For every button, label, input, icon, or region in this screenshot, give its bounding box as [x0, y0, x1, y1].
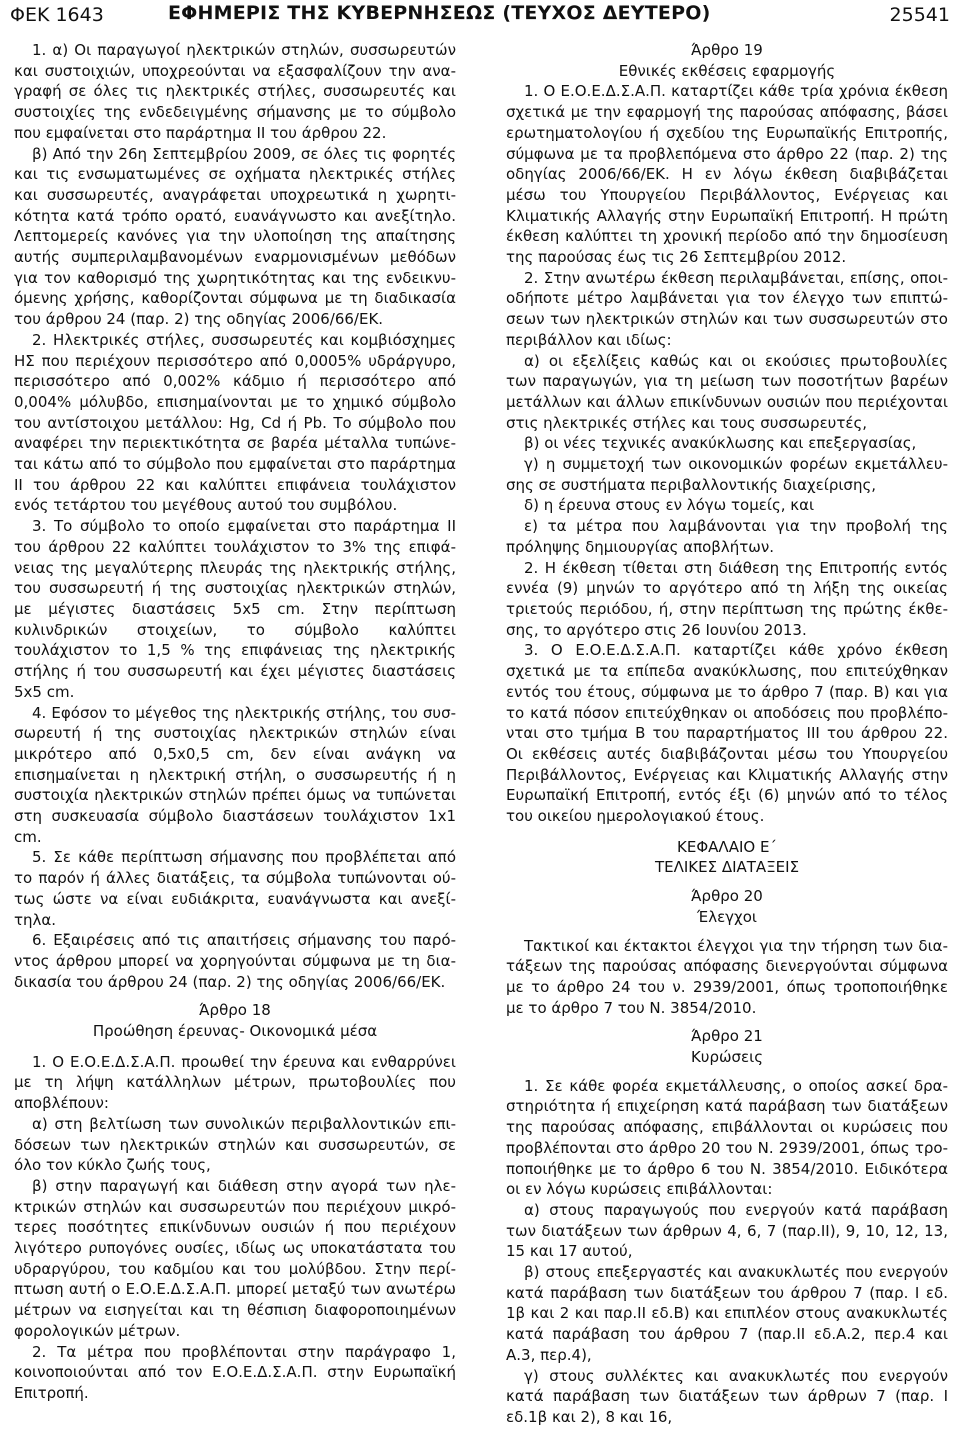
- chapter-subtitle: ΤΕΛΙΚΕΣ ΔΙΑΤΑΞΕΙΣ: [654, 858, 800, 877]
- article-18-title: Άρθρο 18: [199, 1001, 271, 1020]
- paragraph: 2. Στην ανωτέρω έκθεση περιλαμβάνεται, επίσης, οποιοδήποτε μέτρο λαμβάνεται για τον έλεγχο των επιπτώσεων των ηλεκτρικών στηλών και των συσσωρευτών στο περιβάλλον και ιδίως:: [506, 268, 948, 349]
- paragraph: 3. Το σύμβολο το οποίο εμφαίνεται στο παράρτημα ΙΙ του άρθρου 22 καλύπτει τουλάχιστον το 3% της επιφάνειας της μεγαλύτερης πλευράς της ηλεκτρικής στήλης, του συσσωρευτή ή της συστοιχίας ηλεκτρικών στηλών, με μέγιστες διαστάσεις 5x5 cm. Στην περίπτωση κυλινδρικών στοιχείων, το σύμβολο καλύπτει τουλάχιστον το 1,5 % της επιφάνειας της ηλεκτρικής στήλης ή του συσσωρευτή και έχει μέγιστες διαστάσεις 5x5 cm.: [14, 517, 456, 701]
- article-18-subtitle: Προώθηση έρευνας- Οικονομικά μέσα: [92, 1022, 378, 1041]
- paragraph: δ) η έρευνα στους εν λόγω τομείς, και: [524, 496, 815, 515]
- paragraph: β) στους επεξεργαστές και ανακυκλωτές που ενεργούν κατά παράβαση των διατάξεων του άρθρου 7 (παρ. Ι εδ. 1β και 2 και παρ.ΙΙ εδ.Β) και επιπλέον στους ανακυκλωτές κατά παράβαση του άρθρου 7 (παρ.ΙΙ εδ.Α.2, περ.4 και Α.3, περ.4),: [506, 1263, 948, 1364]
- paragraph: 1. Ο Ε.Ο.Ε.Δ.Σ.Α.Π. καταρτίζει κάθε τρία χρόνια έκθεση σχετικά με την εφαρμογή της παρούσας απόφασης, βάσει ερωτηματολογίου ή σχεδίου της Ευρωπαϊκής Επιτροπής, σύμφωνα με τα προβλεπόμενα στο άρθρο 22 (παρ. 2) της οδηγίας 2006/66/ΕΚ. Η εν λόγω έκθεση διαβιβάζεται μέσω του Υπουργείου Περιβάλλοντος, Ενέργειας και Κλιματικής Αλλαγής στην Ευρωπαϊκή Επιτροπή. Η πρώτη έκθεση καλύπτει τη χρονική περίοδο από την δημοσίευση της παρούσας έως τις 26 Σεπτεμβρίου 2012.: [506, 82, 948, 267]
- paragraph: β) Από την 26η Σεπτεμβρίου 2009, σε όλες τις φορητές και τις ενσωματωμένες σε οχήματα ηλεκτρικές στήλες και συσσωρευτές, αναγράφεται υποχρεωτικά η χωρητικότητα κατά τρόπο ορατό, ευανάγνωστο και ανεξίτηλο. Λεπτομερείς κανόνες για την υλοποίηση της απαίτησης αυτής συμπεριλαμβανομένων εναρμονισμένων μεθόδων για τον καθορισμό της χωρητικότητας και της ενδεικνυόμενης χρήσης, καθορίζονται σύμφωνα με τη διαδικασία του άρθρου 24 (παρ. 2) της οδηγίας 2006/66/ΕΚ.: [14, 144, 456, 329]
- paragraph: 4. Εφόσον το μέγεθος της ηλεκτρικής στήλης, του συσσωρευτή ή της συστοιχίας ηλεκτρικών στηλών είναι μικρότερο από 0,5x0,5 cm, δεν είναι ανάγκη να επισημαίνεται η ηλεκτρική στήλη, ο συσσωρευτής ή η συστοιχία ηλεκτρικών στηλών πρέπει όμως να τυπώνεται στη συσκευασία σύμβολο διαστάσεων τουλάχιστον 1x1 cm.: [14, 703, 456, 846]
- article-19-subtitle: Εθνικές εκθέσεις εφαρμογής: [618, 61, 836, 80]
- right-column: [506, 40, 948, 1428]
- paragraph: 2. Η έκθεση τίθεται στη διάθεση της Επιτροπής εντός εννέα (9) μηνών το αργότερο από τη λήξη της οικείας τριετούς περιόδου, ή, στην περίπτωση της πρώτης έκθεσης, το αργότερο στις 26 Ιουνίου 2013.: [506, 558, 948, 639]
- paragraph: 2. Τα μέτρα που προβλέπονται στην παράγραφο 1, κοινοποιούνται από τον Ε.Ο.Ε.Δ.Σ.Α.Π. στην Ευρωπαϊκή Επιτροπή.: [14, 1342, 456, 1402]
- paragraph: 3. Ο Ε.Ο.Ε.Δ.Σ.Α.Π. καταρτίζει κάθε χρόνο έκθεση σχετικά με τα επίπεδα ανακύκλωσης, που επιτεύχθηκαν εντός του έτους, σύμφωνα με το άρθρο 7 (παρ. Β) και για το κατά πόσον επιτεύχθηκαν οι αποδόσεις που προβλέπονται στο τμήμα Β του παραρτήματος ΙΙΙ του άρθρου 22. Οι εκθέσεις αυτές διαβιβάζονται μέσω του Υπουργείου Περιβάλλοντος, Ενέργειας και Κλιματικής Αλλαγής στην Ευρωπαϊκή Επιτροπή, εντός έξι (6) μηνών από το τέλος του οικείου ημερολογιακού έτους.: [506, 641, 948, 826]
- paragraph: 5. Σε κάθε περίπτωση σήμανσης που προβλέπεται από το παρόν ή άλλες διατάξεις, τα σύμβολα τυπώνονται ούτως ώστε να είναι ευδιάκριτα, ευανάγνωστα και ανεξίτηλα.: [14, 848, 456, 929]
- paragraph: ε) τα μέτρα που λαμβάνονται για την προβολή της πρόληψης δημιουργίας αποβλήτων.: [506, 517, 948, 556]
- left-column: [14, 40, 456, 1404]
- paragraph: 1. α) Οι παραγωγοί ηλεκτρικών στηλών, συσσωρευτών και συστοιχιών, υποχρεούνται να εξασφαλίζουν την αναγραφή σε όλες τις ηλεκτρικές στήλες, συσσωρευτές και συστοιχίες της ενδεδειγμένης σήμανσης με το σύμβολο που εμφαίνεται στο παράρτημα ΙΙ του άρθρου 22.: [14, 41, 456, 142]
- paragraph: α) στη βελτίωση των συνολικών περιβαλλοντικών επιδόσεων των ηλεκτρικών στηλών και συσσωρευτών, σε όλο τον κύκλο ζωής τους,: [14, 1114, 456, 1175]
- paragraph: 2. Ηλεκτρικές στήλες, συσσωρευτές και κομβιόσχημες ΗΣ που περιέχουν περισσότερο από 0,0005% υδράργυρο, περισσότερο από 0,002% κάδμιο ή περισσότερο από 0,004% μόλυβδο, επισημαίνονται με το χημικό σύμβολο του αντίστοιχου μετάλλου: Hg, Cd ή Pb. Το σύμβολο που αναφέρει την περιεκτικότητα σε βαρέα μέταλλα τυπώνεται κάτω από το σύμβολο που εμφαίνεται στο παράρτημα ΙΙ του άρθρου 22 και καλύπτει επιφάνεια τουλάχιστον ενός τετάρτου του μεγέθους αυτού του συμβόλου.: [14, 330, 456, 515]
- paragraph: γ) η συμμετοχή των οικονομικών φορέων εκμετάλλευσης σε συστήματα περιβαλλοντικής διαχείρισης,: [506, 455, 948, 494]
- gazette-title: ΕΦΗΜΕΡΙΣ ΤΗΣ ΚΥΒΕΡΝΗΣΕΩΣ (ΤΕΥΧΟΣ ΔΕΥΤΕΡΟ): [168, 2, 711, 24]
- article-21-title: Άρθρο 21: [691, 1027, 763, 1046]
- article-19-title: Άρθρο 19: [691, 41, 763, 59]
- paragraph: β) στην παραγωγή και διάθεση στην αγορά των ηλεκτρικών στηλών και συσσωρευτών που περιέχουν μικρότερες ποσότητες επικίνδυνων ουσιών ή που περιέχουν λιγότερο ρυπογόνες ουσίες, ιδίως ως υποκατάστατα του υδραργύρου, του καδμίου και του μολύβδου. Στην περίπτωση αυτή ο Ε.Ο.Ε.Δ.Σ.Α.Π. μπορεί μεταξύ των ανωτέρω μέτρων να εισηγείται και τη θέσπιση διαφοροποιημένων φορολογικών μέτρων.: [14, 1176, 456, 1340]
- article-20-title: Άρθρο 20: [691, 887, 763, 906]
- paragraph: Τακτικοί και έκτακτοι έλεγχοι για την τήρηση των διατάξεων της παρούσας απόφασης διενεργούνται σύμφωνα με το άρθρο 24 του ν. 2939/2001, όπως τροποποιήθηκε με το άρθρο 7 του Ν. 3854/2010.: [506, 936, 948, 1017]
- article-20-subtitle: Έλεγχοι: [697, 907, 757, 926]
- paragraph: γ) στους συλλέκτες και ανακυκλωτές που ενεργούν κατά παράβαση των διατάξεων των άρθρων 7 (παρ. Ι εδ.1β και 2), 8 και 16,: [506, 1366, 948, 1426]
- chapter-title: ΚΕΦΑΛΑΙΟ Ε΄: [677, 837, 777, 856]
- paragraph: 6. Εξαιρέσεις από τις απαιτήσεις σήμανσης του παρόντος άρθρου μπορεί να χορηγούνται σύμφωνα με τη διαδικασία του άρθρου 24 (παρ. 2) της οδηγίας 2006/66/ΕΚ.: [14, 931, 456, 991]
- paragraph: α) οι εξελίξεις καθώς και οι εκούσιες πρωτοβουλίες των παραγωγών, για τη μείωση των ποσοτήτων βαρέων μετάλλων και άλλων επικίνδυνων ουσιών που περιέχονται στις ηλεκτρικές στήλες και τους συσσωρευτές,: [506, 351, 948, 432]
- paragraph: 1. Ο Ε.Ο.Ε.Δ.Σ.Α.Π. προωθεί την έρευνα και ενθαρρύνει με τη λήψη κατάλληλων μέτρων, πρωτοβουλίες που αποβλέπουν:: [14, 1052, 456, 1113]
- page-header: [0, 0, 960, 36]
- paragraph: α) στους παραγωγούς που ενεργούν κατά παράβαση των διατάξεων των άρθρων 4, 6, 7 (παρ.ΙΙ), 9, 10, 12, 13, 15 και 17 αυτού,: [506, 1200, 948, 1261]
- gazette-issue-number: ΦΕΚ 1643: [10, 4, 104, 26]
- article-21-subtitle: Κυρώσεις: [690, 1048, 764, 1067]
- paragraph: 1. Σε κάθε φορέα εκμετάλλευσης, ο οποίος ασκεί δραστηριότητα ή επιχείρηση κατά παράβαση των διατάξεων της παρούσας απόφασης, επιβάλλονται οι κυρώσεις που προβλέπονται στο άρθρο 20 του Ν. 2939/2001, όπως τροποποιήθηκε με το άρθρο 6 του Ν. 3854/2010. Ειδικότερα οι εν λόγω κυρώσεις επιβάλλονται:: [506, 1076, 948, 1199]
- paragraph: β) οι νέες τεχνικές ανακύκλωσης και επεξεργασίας,: [524, 434, 917, 453]
- page-number: 25541: [889, 4, 950, 26]
